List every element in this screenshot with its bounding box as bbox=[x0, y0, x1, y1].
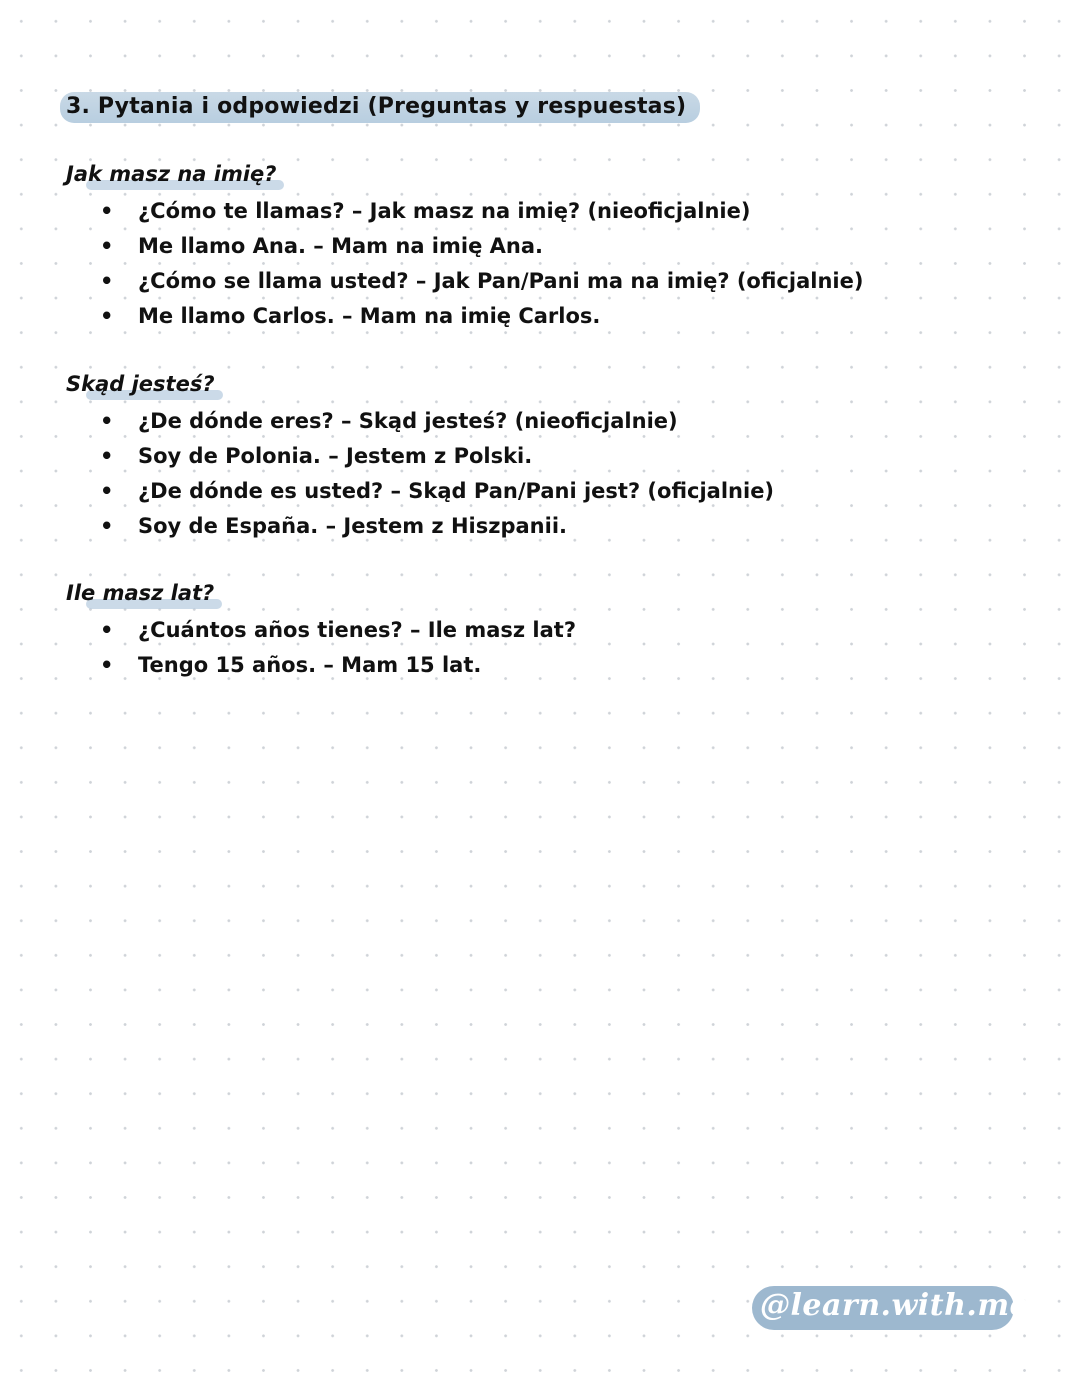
section-name bbox=[66, 160, 863, 334]
section-age bbox=[66, 579, 576, 683]
item-text: ¿De dónde eres? – Skąd jesteś? (nieoficjalnie) bbox=[138, 409, 678, 433]
bullet-icon: • bbox=[100, 304, 114, 328]
bullet-icon: • bbox=[100, 618, 114, 642]
item-text: ¿Cómo se llama usted? – Jak Pan/Pani ma na imię? (oficjalnie) bbox=[138, 269, 864, 293]
list-item bbox=[66, 229, 863, 264]
title-wrap bbox=[60, 92, 700, 123]
bullet-icon: • bbox=[100, 514, 114, 538]
section-heading: Ile masz lat? bbox=[66, 579, 218, 609]
item-text: Me llamo Carlos. – Mam na imię Carlos. bbox=[138, 304, 601, 328]
list-item bbox=[66, 648, 576, 683]
item-text: ¿De dónde es usted? – Skąd Pan/Pani jest? (oficjalnie) bbox=[138, 479, 775, 503]
list-item bbox=[66, 299, 863, 334]
bullet-icon: • bbox=[100, 199, 114, 223]
item-text: Soy de España. – Jestem z Hiszpanii. bbox=[138, 514, 567, 538]
list-item bbox=[66, 509, 774, 544]
item-text: Tengo 15 años. – Mam 15 lat. bbox=[138, 653, 482, 677]
item-text: ¿Cuántos años tienes? – Ile masz lat? bbox=[138, 618, 577, 642]
item-text: Me llamo Ana. – Mam na imię Ana. bbox=[138, 234, 543, 258]
bullet-icon: • bbox=[100, 444, 114, 468]
section-list bbox=[66, 404, 774, 544]
section-heading: Skąd jesteś? bbox=[66, 370, 219, 400]
list-item bbox=[66, 439, 774, 474]
section-origin bbox=[66, 370, 774, 544]
bullet-icon: • bbox=[100, 653, 114, 677]
list-item bbox=[66, 264, 863, 299]
list-item bbox=[66, 194, 863, 229]
bullet-icon: • bbox=[100, 409, 114, 433]
item-text: Soy de Polonia. – Jestem z Polski. bbox=[138, 444, 533, 468]
bullet-icon: • bbox=[100, 269, 114, 293]
watermark-text: @learn.with.me. bbox=[760, 1288, 1041, 1323]
watermark-logo bbox=[752, 1278, 1041, 1338]
page-title: 3. Pytania i odpowiedzi (Preguntas y respuestas) bbox=[60, 92, 700, 123]
list-item bbox=[66, 474, 774, 509]
list-item bbox=[66, 613, 576, 648]
section-list bbox=[66, 613, 576, 683]
section-heading: Jak masz na imię? bbox=[66, 160, 280, 190]
bullet-icon: • bbox=[100, 234, 114, 258]
section-list bbox=[66, 194, 863, 334]
bullet-icon: • bbox=[100, 479, 114, 503]
list-item bbox=[66, 404, 774, 439]
item-text: ¿Cómo te llamas? – Jak masz na imię? (nieoficjalnie) bbox=[138, 199, 751, 223]
